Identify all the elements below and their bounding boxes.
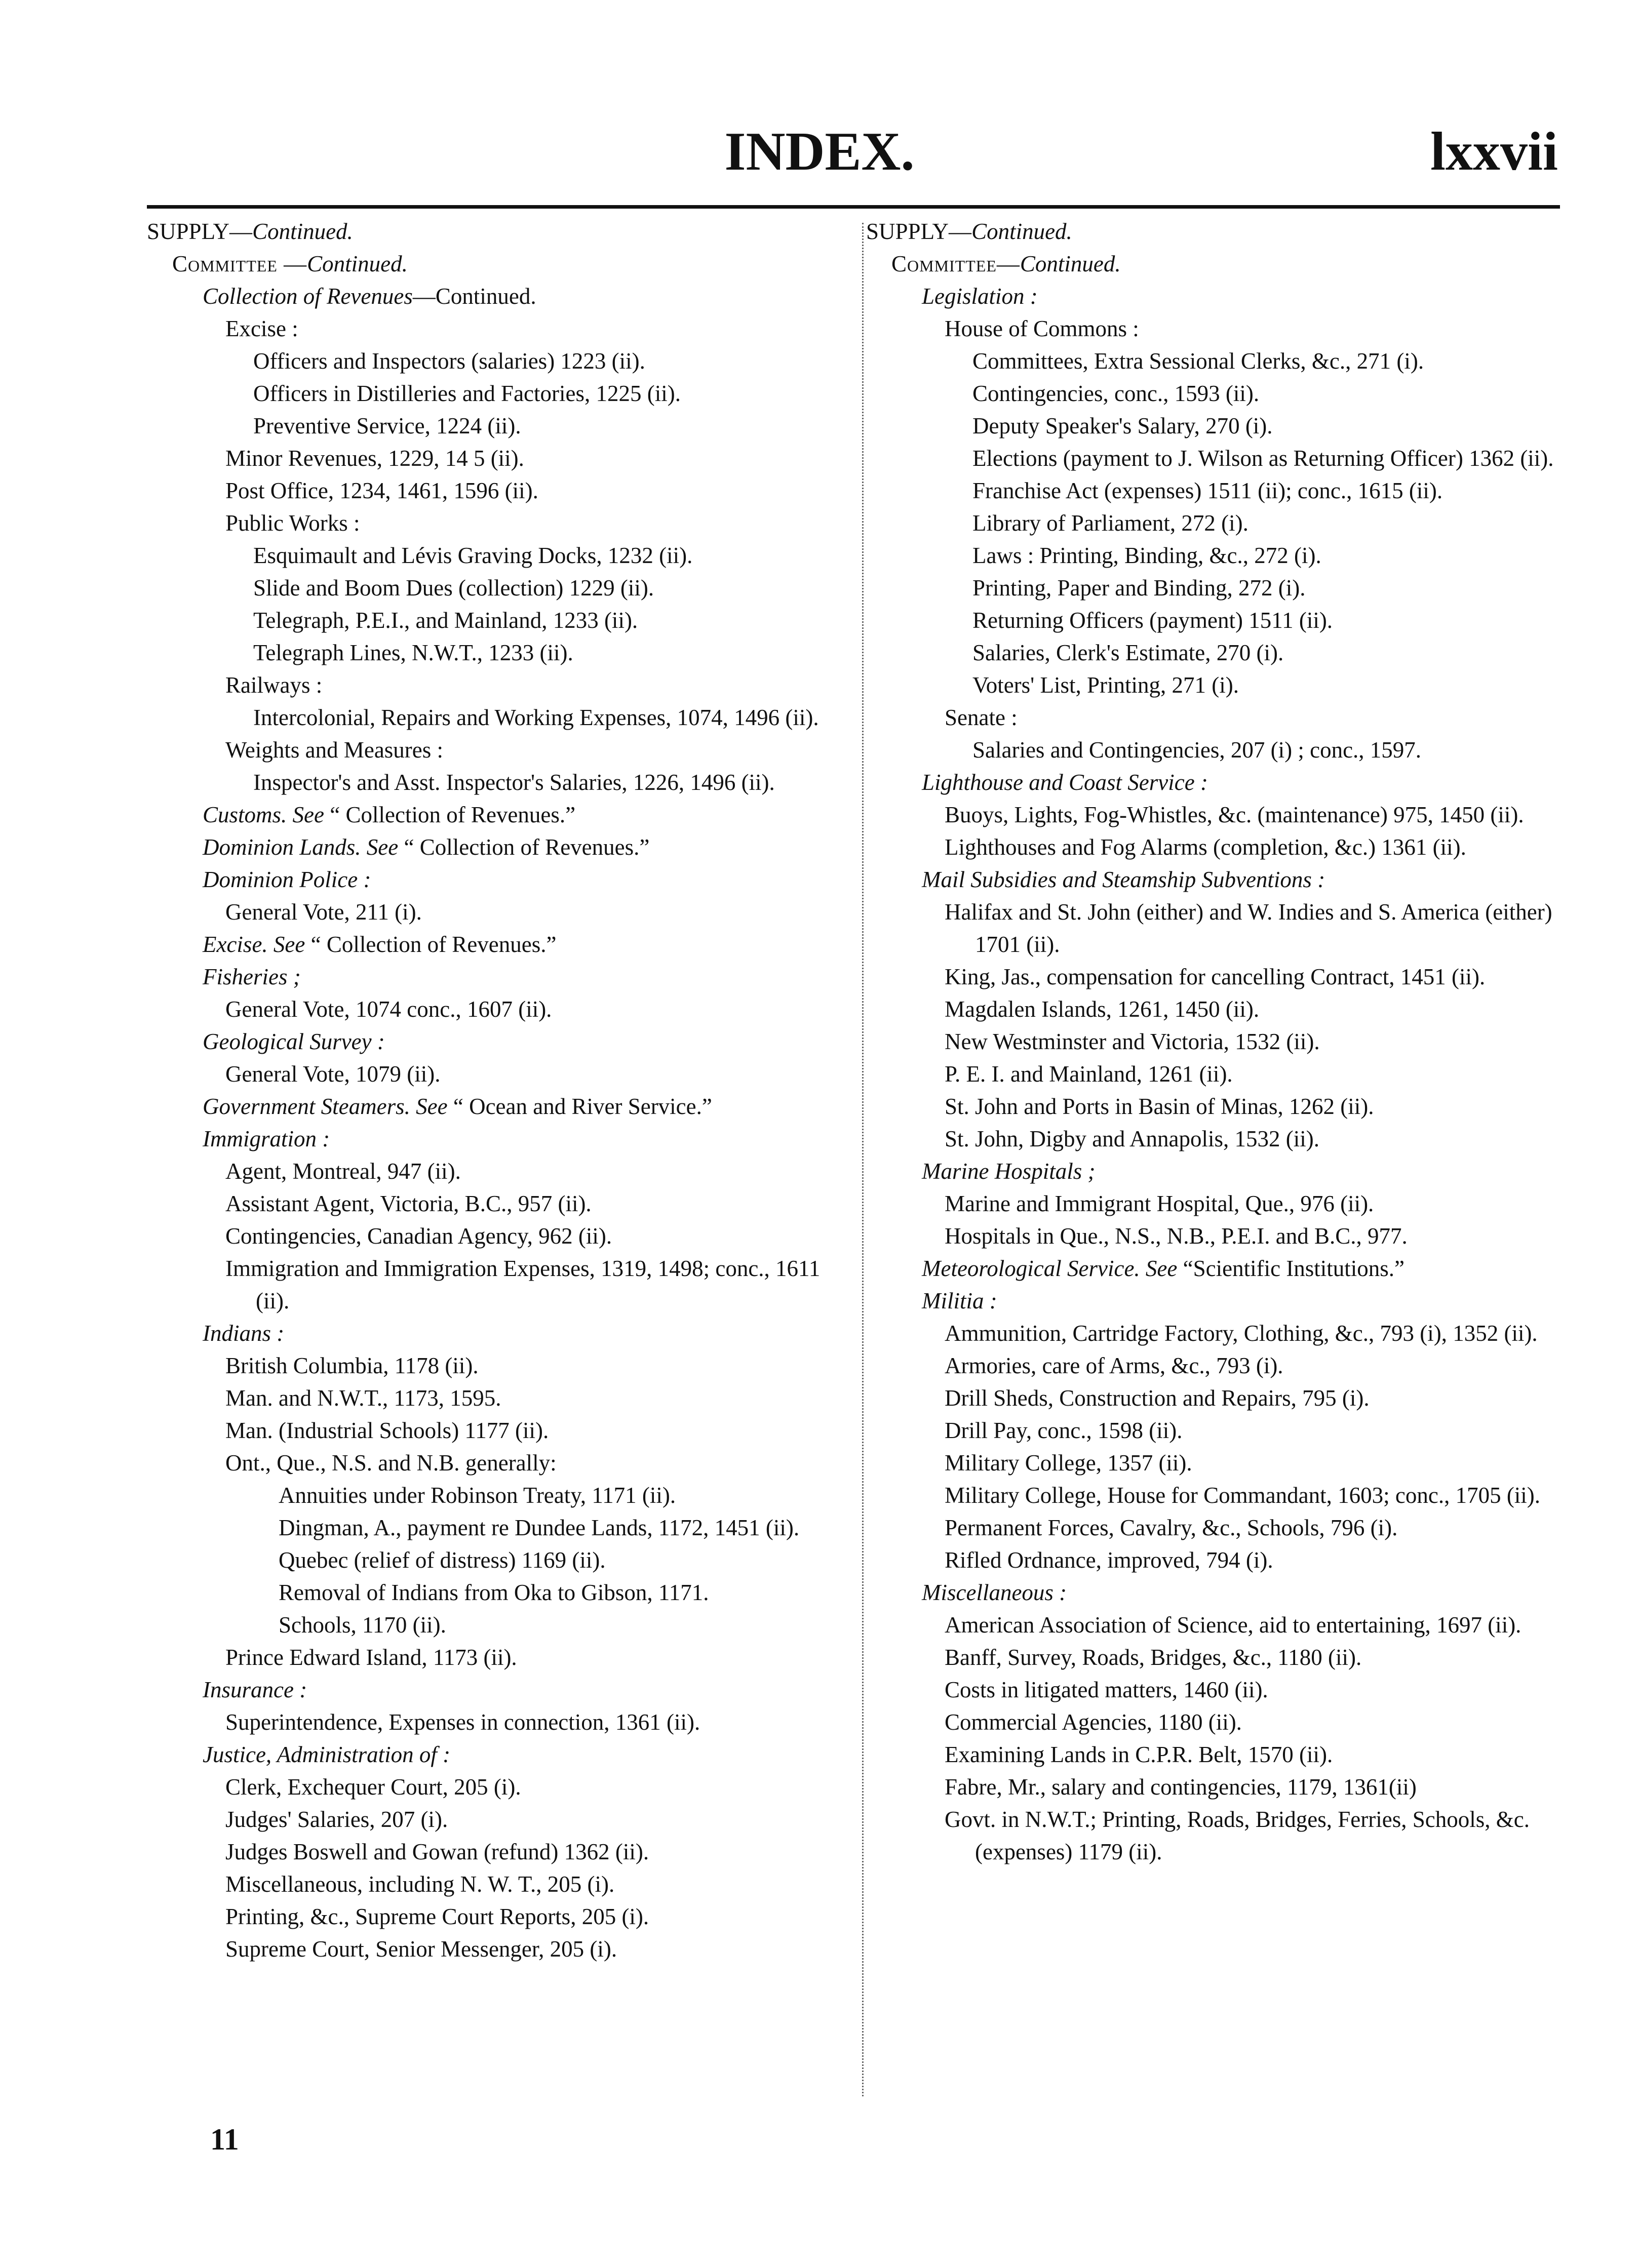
entry-heading: Armories, care of Arms, &c., 793 (i). (945, 1353, 1283, 1378)
index-entry (147, 377, 856, 410)
column-divider (862, 223, 864, 2096)
index-entry (147, 863, 856, 896)
continued-label: Continued. (252, 219, 353, 244)
entry-heading: Officers in Distilleries and Factories, 1225 (ii). (253, 381, 681, 406)
index-entry (866, 1641, 1573, 1674)
entry-heading: House of Commons : (945, 316, 1139, 341)
index-entry (866, 961, 1573, 993)
entry-heading: Inspector's and Asst. Inspector's Salaries, 1226, 1496 (ii). (253, 770, 775, 795)
entry-heading: Dominion Police : (203, 867, 371, 892)
index-entry (866, 1123, 1573, 1155)
entry-heading: King, Jas., compensation for cancelling Contract, 1451 (ii). (945, 964, 1486, 989)
entry-heading: Militia : (922, 1288, 997, 1314)
index-entry (147, 1706, 856, 1738)
entry-heading: Printing, &c., Supreme Court Reports, 205 (i). (225, 1904, 649, 1929)
entry-heading: Examining Lands in C.P.R. Belt, 1570 (ii). (945, 1742, 1333, 1767)
index-entry (866, 1576, 1573, 1609)
index-entry (147, 831, 856, 863)
index-entry (866, 799, 1573, 831)
index-entry (147, 1479, 856, 1511)
entry-heading: General Vote, 211 (i). (225, 899, 422, 925)
index-entry (866, 539, 1573, 572)
entry-heading: Fabre, Mr., salary and contingencies, 1179, 1361(ii) (945, 1774, 1417, 1800)
entry-heading: Commercial Agencies, 1180 (ii). (945, 1709, 1242, 1735)
index-entry (147, 1803, 856, 1836)
index-entry (866, 507, 1573, 539)
index-entry (866, 1414, 1573, 1447)
entry-heading: Man. (Industrial Schools) 1177 (ii). (225, 1418, 549, 1443)
entry-heading: Lighthouse and Coast Service : (922, 770, 1208, 795)
index-entry (866, 1447, 1573, 1479)
entry-heading: Man. and N.W.T., 1173, 1595. (225, 1385, 501, 1411)
index-entry (147, 1674, 856, 1706)
index-entry (147, 1868, 856, 1900)
entry-heading: Voters' List, Printing, 271 (i). (972, 672, 1239, 698)
index-entry (866, 766, 1573, 799)
index-entry (147, 636, 856, 669)
entry-tail: “ Collection of Revenues.” (305, 932, 557, 957)
index-entry (147, 1414, 856, 1447)
entry-heading: Meteorological Service. (922, 1256, 1140, 1281)
index-entry (866, 215, 1573, 248)
see-reference: See (273, 932, 305, 957)
index-entry (147, 1317, 856, 1349)
entry-heading: Miscellaneous, including N. W. T., 205 (i). (225, 1872, 615, 1897)
index-entry (147, 993, 856, 1025)
entry-heading: Excise : (225, 316, 298, 341)
continued-label: Continued. (1020, 251, 1121, 276)
index-entry (147, 345, 856, 377)
entry-heading: Judges' Salaries, 207 (i). (225, 1807, 448, 1832)
index-entry (147, 766, 856, 799)
entry-heading: Geological Survey : (203, 1029, 385, 1054)
index-entry (147, 1252, 856, 1317)
index-entry (866, 377, 1573, 410)
index-entry (147, 539, 856, 572)
entry-heading: Senate : (945, 705, 1018, 730)
index-entry (147, 410, 856, 442)
index-entry (866, 1382, 1573, 1414)
index-entry (147, 1447, 856, 1479)
entry-heading: Dominion Lands. (203, 834, 361, 860)
index-entry (866, 442, 1573, 474)
entry-heading: Committee— (891, 251, 1020, 276)
entry-heading: Customs. (203, 802, 287, 827)
entry-heading: Rifled Ordnance, improved, 794 (i). (945, 1547, 1273, 1573)
index-entry (866, 1803, 1573, 1868)
signature-mark: 11 (210, 2123, 239, 2156)
entry-heading: Public Works : (225, 510, 360, 536)
entry-heading: Laws : Printing, Binding, &c., 272 (i). (972, 543, 1321, 568)
index-entry (147, 604, 856, 636)
entry-heading: Contingencies, conc., 1593 (ii). (972, 381, 1260, 406)
right-column (866, 215, 1573, 2165)
index-entry (147, 1738, 856, 1771)
index-entry (147, 1609, 856, 1641)
entry-heading: Military College, House for Commandant, 1603; conc., 1705 (ii). (945, 1483, 1541, 1508)
entry-heading: Agent, Montreal, 947 (ii). (225, 1159, 461, 1184)
left-column (147, 215, 856, 2165)
index-entry (866, 636, 1573, 669)
index-entry (147, 701, 856, 734)
entry-heading: Superintendence, Expenses in connection, 1361 (ii). (225, 1709, 700, 1735)
entry-heading: Mail Subsidies and Steamship Subventions : (922, 867, 1325, 892)
header-rule (147, 205, 1560, 209)
index-entry (147, 1058, 856, 1090)
entry-heading: Railways : (225, 672, 323, 698)
index-entry (147, 1544, 856, 1576)
entry-heading: Indians : (203, 1321, 285, 1346)
index-entry (866, 1738, 1573, 1771)
index-entry (866, 1349, 1573, 1382)
entry-heading: Prince Edward Island, 1173 (ii). (225, 1645, 517, 1670)
entry-heading: Justice, Administration of : (203, 1742, 451, 1767)
see-reference: See (1145, 1256, 1178, 1281)
index-entry (866, 1674, 1573, 1706)
index-entry (147, 799, 856, 831)
entry-heading: Costs in litigated matters, 1460 (ii). (945, 1677, 1268, 1702)
entry-heading: Marine Hospitals ; (922, 1159, 1096, 1184)
index-entry (866, 1511, 1573, 1544)
index-entry (866, 1220, 1573, 1252)
entry-heading: American Association of Science, aid to entertaining, 1697 (ii). (945, 1612, 1521, 1638)
entry-tail: “Scientific Institutions.” (1177, 1256, 1405, 1281)
index-entry (866, 831, 1573, 863)
entry-heading: Marine and Immigrant Hospital, Que., 976 (ii). (945, 1191, 1374, 1216)
entry-heading: Magdalen Islands, 1261, 1450 (ii). (945, 997, 1260, 1022)
entry-heading: Assistant Agent, Victoria, B.C., 957 (ii). (225, 1191, 592, 1216)
index-entry (147, 1771, 856, 1803)
entry-heading: Immigration : (203, 1126, 330, 1151)
entry-heading: Clerk, Exchequer Court, 205 (i). (225, 1774, 521, 1800)
index-entry (147, 1123, 856, 1155)
entry-heading: Insurance : (203, 1677, 307, 1702)
index-entry (866, 1609, 1573, 1641)
entry-heading: Slide and Boom Dues (collection) 1229 (ii). (253, 575, 654, 601)
index-entry (866, 1706, 1573, 1738)
entry-heading: Lighthouses and Fog Alarms (completion, &c.) 1361 (ii). (945, 834, 1466, 860)
entry-heading: Committees, Extra Sessional Clerks, &c., 271 (i). (972, 348, 1424, 374)
entry-heading: Legislation : (922, 284, 1038, 309)
index-entry (866, 734, 1573, 766)
index-entry (147, 280, 856, 312)
entry-heading: General Vote, 1079 (ii). (225, 1061, 441, 1087)
entry-heading: Esquimault and Lévis Graving Docks, 1232 (ii). (253, 543, 693, 568)
index-entry (147, 1025, 856, 1058)
index-entry (866, 345, 1573, 377)
entry-heading: Buoys, Lights, Fog-Whistles, &c. (maintenance) 975, 1450 (ii). (945, 802, 1524, 827)
index-entry (147, 961, 856, 993)
index-entry (866, 1544, 1573, 1576)
index-entry (866, 1771, 1573, 1803)
index-entry (866, 1025, 1573, 1058)
entry-tail: “ Ocean and River Service.” (447, 1094, 712, 1119)
entry-heading: P. E. I. and Mainland, 1261 (ii). (945, 1061, 1233, 1087)
page-title: INDEX. (724, 122, 915, 182)
index-entry (147, 1187, 856, 1220)
entry-heading: Military College, 1357 (ii). (945, 1450, 1192, 1476)
index-entry (147, 734, 856, 766)
entry-heading: Drill Sheds, Construction and Repairs, 795 (i). (945, 1385, 1370, 1411)
index-entry (147, 928, 856, 961)
entry-tail: “ Collection of Revenues.” (398, 834, 650, 860)
entry-heading: Permanent Forces, Cavalry, &c., Schools, 796 (i). (945, 1515, 1398, 1540)
index-entry (866, 1058, 1573, 1090)
index-entry (866, 1187, 1573, 1220)
entry-heading: Library of Parliament, 272 (i). (972, 510, 1248, 536)
index-entry (147, 896, 856, 928)
entry-heading: Ont., Que., N.S. and N.B. generally: (225, 1450, 557, 1476)
index-entry (147, 215, 856, 248)
index-entry (147, 442, 856, 474)
index-entry (866, 248, 1573, 280)
entry-heading: Telegraph, P.E.I., and Mainland, 1233 (ii). (253, 608, 638, 633)
entry-heading: Printing, Paper and Binding, 272 (i). (972, 575, 1306, 601)
entry-heading: Fisheries ; (203, 964, 301, 989)
entry-heading: Annuities under Robinson Treaty, 1171 (ii). (279, 1483, 676, 1508)
index-entry (147, 1836, 856, 1868)
index-entry (866, 701, 1573, 734)
index-entry (866, 474, 1573, 507)
index-entry (866, 669, 1573, 701)
entry-heading: Contingencies, Canadian Agency, 962 (ii). (225, 1223, 612, 1249)
index-entry (866, 1317, 1573, 1349)
index-entry (147, 1220, 856, 1252)
index-entry (147, 248, 856, 280)
index-entry (866, 410, 1573, 442)
entry-heading: Supreme Court, Senior Messenger, 205 (i). (225, 1936, 617, 1962)
entry-heading: Govt. in N.W.T.; Printing, Roads, Bridges, Ferries, Schools, &c. (expenses) 1179 (ii). (945, 1807, 1530, 1864)
entry-heading: Ammunition, Cartridge Factory, Clothing, &c., 793 (i), 1352 (ii). (945, 1321, 1538, 1346)
entry-heading: SUPPLY— (866, 219, 972, 244)
see-reference: See (366, 834, 399, 860)
entry-heading: Excise. (203, 932, 268, 957)
index-entry (866, 1090, 1573, 1123)
entry-heading: Weights and Measures : (225, 737, 444, 763)
entry-heading: SUPPLY— (147, 219, 253, 244)
entry-heading: Banff, Survey, Roads, Bridges, &c., 1180 (ii). (945, 1645, 1362, 1670)
index-entry (866, 1285, 1573, 1317)
index-entry (147, 507, 856, 539)
entry-heading: St. John, Digby and Annapolis, 1532 (ii). (945, 1126, 1319, 1151)
see-reference: See (292, 802, 324, 827)
index-entry (147, 669, 856, 701)
index-entry (147, 1349, 856, 1382)
index-entry (147, 572, 856, 604)
entry-heading: Salaries and Contingencies, 207 (i) ; conc., 1597. (972, 737, 1422, 763)
index-entry (147, 1641, 856, 1674)
index-entry (866, 863, 1573, 896)
index-entry (147, 1382, 856, 1414)
index-entry (866, 993, 1573, 1025)
entry-heading: Returning Officers (payment) 1511 (ii). (972, 608, 1333, 633)
index-entry (147, 474, 856, 507)
entry-tail: “ Collection of Revenues.” (324, 802, 576, 827)
entry-heading: Intercolonial, Repairs and Working Expenses, 1074, 1496 (ii). (253, 705, 819, 730)
entry-heading: St. John and Ports in Basin of Minas, 1262 (ii). (945, 1094, 1374, 1119)
index-entry (147, 1576, 856, 1609)
index-entry (866, 312, 1573, 345)
entry-heading: British Columbia, 1178 (ii). (225, 1353, 479, 1378)
page-header (0, 0, 1639, 192)
entry-heading: Drill Pay, conc., 1598 (ii). (945, 1418, 1183, 1443)
entry-heading: Hospitals in Que., N.S., N.B., P.E.I. and B.C., 977. (945, 1223, 1408, 1249)
page-number: lxxvii (1430, 122, 1558, 182)
index-entry (147, 1900, 856, 1933)
entry-heading: Telegraph Lines, N.W.T., 1233 (ii). (253, 640, 573, 665)
index-entry (866, 1252, 1573, 1285)
entry-heading: Post Office, 1234, 1461, 1596 (ii). (225, 478, 538, 503)
index-entry (147, 1511, 856, 1544)
entry-heading: Elections (payment to J. Wilson as Returning Officer) 1362 (ii). (972, 446, 1554, 471)
index-entry (866, 280, 1573, 312)
entry-heading: General Vote, 1074 conc., 1607 (ii). (225, 997, 552, 1022)
entry-heading: Schools, 1170 (ii). (279, 1612, 446, 1638)
index-entry (147, 1090, 856, 1123)
entry-heading: Minor Revenues, 1229, 14 5 (ii). (225, 446, 524, 471)
entry-heading: Halifax and St. John (either) and W. Indies and S. America (either) 1701 (ii). (945, 899, 1552, 957)
continued-label: Continued. (307, 251, 408, 276)
index-entry (147, 1155, 856, 1187)
entry-heading: Preventive Service, 1224 (ii). (253, 413, 521, 439)
see-reference: See (416, 1094, 448, 1119)
entry-tail: —Continued. (412, 284, 536, 309)
entry-heading: Franchise Act (expenses) 1511 (ii); conc., 1615 (ii). (972, 478, 1443, 503)
continued-label: Continued. (971, 219, 1072, 244)
index-entry (147, 1933, 856, 1965)
entry-heading: Quebec (relief of distress) 1169 (ii). (279, 1547, 606, 1573)
entry-heading: Judges Boswell and Gowan (refund) 1362 (ii). (225, 1839, 649, 1864)
index-entry (147, 312, 856, 345)
index-entry (866, 1155, 1573, 1187)
entry-heading: Immigration and Immigration Expenses, 1319, 1498; conc., 1611 (ii). (225, 1256, 821, 1314)
entry-heading: Committee — (172, 251, 307, 276)
entry-heading: Removal of Indians from Oka to Gibson, 1171. (279, 1580, 709, 1605)
entry-heading: Government Steamers. (203, 1094, 410, 1119)
index-entry (866, 572, 1573, 604)
index-entry (866, 896, 1573, 961)
entry-heading: Dingman, A., payment re Dundee Lands, 1172, 1451 (ii). (279, 1515, 800, 1540)
index-entry (866, 1479, 1573, 1511)
entry-heading: Officers and Inspectors (salaries) 1223 (ii). (253, 348, 645, 374)
entry-heading: Salaries, Clerk's Estimate, 270 (i). (972, 640, 1284, 665)
entry-heading: Collection of Revenues (203, 284, 413, 309)
index-entry (866, 604, 1573, 636)
entry-heading: Miscellaneous : (922, 1580, 1067, 1605)
entry-heading: New Westminster and Victoria, 1532 (ii). (945, 1029, 1320, 1054)
entry-heading: Deputy Speaker's Salary, 270 (i). (972, 413, 1273, 439)
